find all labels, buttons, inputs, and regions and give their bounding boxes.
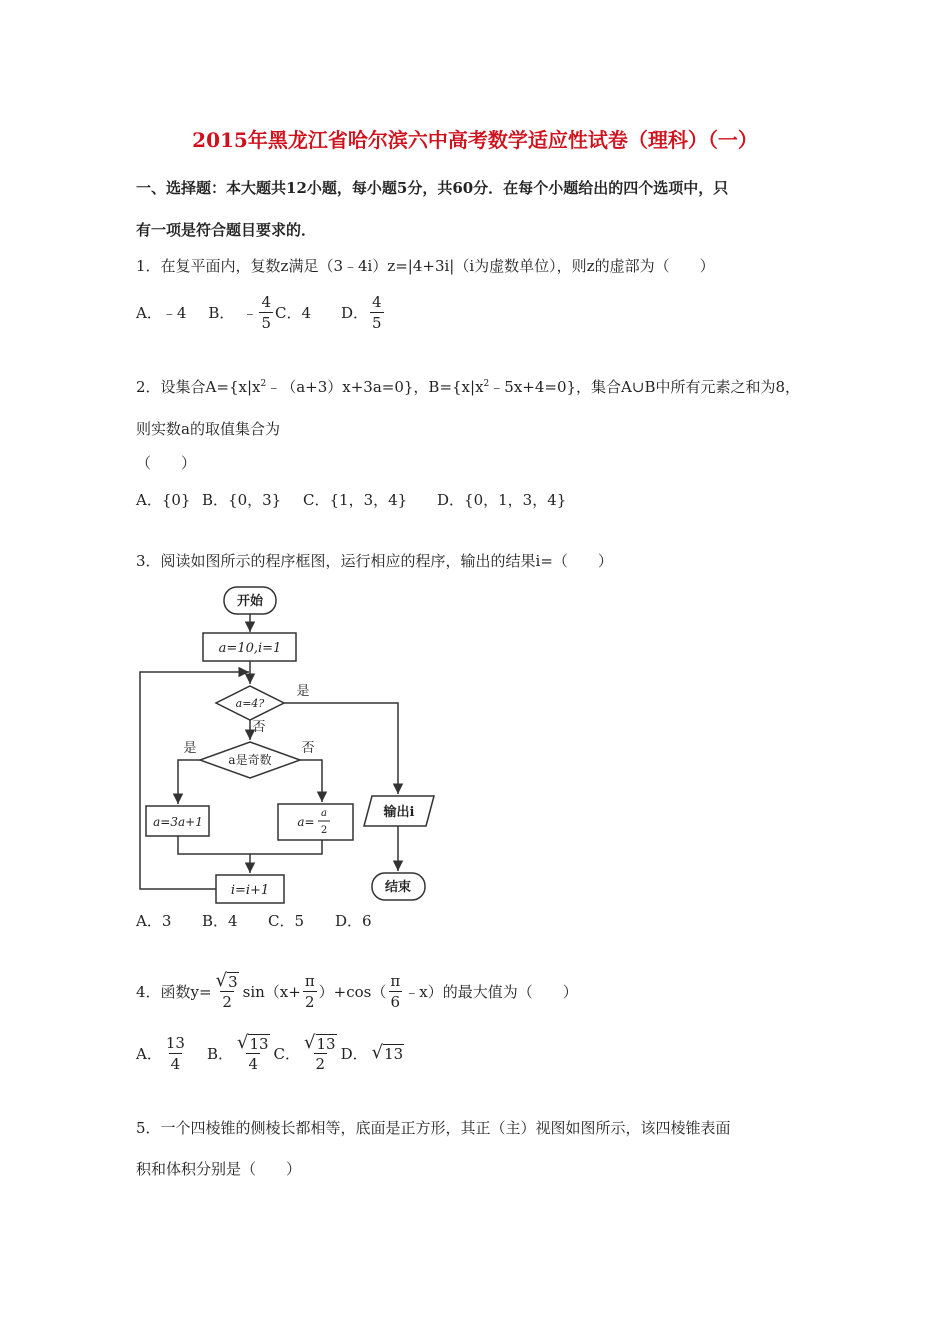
- q3-option-c: C．5: [268, 912, 305, 930]
- q4-option-d-radicand: 13: [384, 1045, 404, 1063]
- q1-option-a: A．﹣4: [136, 303, 187, 322]
- flow-cond2-yes-label: 是: [183, 741, 197, 756]
- q2-stem-part-c: ﹣5x+4=0}，集合A∪B中所有元素之和为8，: [489, 378, 801, 396]
- q5-stem-line2: 积和体积分别是（ ）: [136, 1160, 302, 1178]
- q1-option-d-numerator: 4: [372, 292, 382, 311]
- q2-superscript-1: 2: [260, 379, 267, 389]
- q4-option-b-denominator: 4: [248, 1054, 259, 1073]
- flow-even-lhs: a=: [297, 815, 315, 829]
- q4-option-a-denominator: 4: [170, 1054, 181, 1073]
- q4-option-a-label: A．: [136, 1044, 162, 1063]
- q4-option-a-fraction: [164, 1033, 187, 1074]
- q1-option-c: C．4: [274, 303, 312, 322]
- q4-fraction-pi-over-2: [303, 971, 317, 1012]
- q4-fraction-sqrt3-over-2: [214, 971, 241, 1012]
- q4-fraction1-denominator: 2: [222, 992, 232, 1011]
- q2-option-d: D．{0，1，3，4}: [437, 491, 567, 509]
- flow-cond2-label: a是奇数: [228, 753, 272, 767]
- q4-fraction-pi-over-6: [388, 971, 402, 1012]
- page-title: 2015年黑龙江省哈尔滨六中高考数学适应性试卷（理科）（一）: [192, 128, 758, 152]
- q2-option-c: C．{1，3，4}: [303, 491, 408, 509]
- q4-option-c-label: C．: [273, 1044, 301, 1063]
- flow-start-label: 开始: [236, 594, 264, 609]
- q2-stem-line2: 则实数a的取值集合为: [136, 420, 280, 438]
- q4-stem-part-c: ）+cos（: [318, 982, 387, 1001]
- q4-option-c-fraction: [302, 1033, 339, 1074]
- q1-option-b-denominator: 5: [261, 313, 271, 332]
- q4-fraction2-numerator: π: [304, 971, 315, 990]
- flow-cond1-label: a=4?: [235, 697, 265, 710]
- q4-stem-part-d: ﹣x）的最大值为（ ）: [404, 982, 578, 1001]
- q4-option-c-sqrt: √ 13: [304, 1031, 336, 1053]
- flow-init-label: a=10,i=1: [218, 641, 282, 656]
- q5-stem-line1: 5．一个四棱锥的侧棱长都相等，底面是正方形，其正（主）视图如图所示，该四棱锥表面: [136, 1119, 731, 1137]
- q4-option-b-fraction: [235, 1033, 272, 1074]
- flow-arrow-odd: [178, 760, 200, 804]
- flow-end-label: 结束: [384, 880, 412, 895]
- q1-stem: 1．在复平面内，复数z满足（3﹣4i）z=|4+3i|（i为虚数单位），则z的虚部为（ ）: [136, 257, 715, 275]
- q4-option-b-sqrt: √ 13: [236, 1031, 269, 1053]
- flow-odd-label: a=3a+1: [153, 815, 203, 829]
- q2-answer-bracket: （ ）: [136, 454, 197, 472]
- flow-even-numerator: a: [321, 808, 327, 819]
- q4-stem-part-a: 4．函数y=: [136, 982, 212, 1001]
- q4-option-b-radicand: 13: [249, 1034, 269, 1053]
- flow-cond2-no-label: 否: [301, 741, 315, 756]
- q1-option-d-label: D．: [341, 303, 369, 322]
- q4-option-a-numerator: 13: [165, 1033, 185, 1052]
- section-heading-line1: 一、选择题：本大题共12小题，每小题5分，共60分．在每个小题给出的四个选项中，只: [136, 179, 729, 197]
- q4-options: [136, 1028, 404, 1078]
- q1-option-b-label: B．: [208, 303, 235, 322]
- section-heading-line2: 有一项是符合题目要求的．: [136, 221, 317, 239]
- q4-fraction2-denominator: 2: [304, 992, 315, 1011]
- q2-stem-part-b: ﹣（a+3）x+3a=0}，B={x|x: [266, 378, 484, 396]
- flow-inc-label: i=i+1: [230, 883, 270, 898]
- flow-even-denominator: 2: [320, 825, 328, 836]
- q1-option-d-denominator: 5: [372, 313, 382, 332]
- q4-option-b-label: B．: [206, 1044, 233, 1063]
- q3-stem: 3．阅读如图所示的程序框图，运行相应的程序，输出的结果i=（ ）: [136, 552, 613, 570]
- q3-option-b: B．4: [202, 912, 238, 930]
- q4-option-d-sqrt: √ 13: [371, 1042, 404, 1063]
- q2-superscript-2: 2: [483, 379, 490, 389]
- q4-stem-part-b: sin（x+: [242, 982, 301, 1001]
- q4-sqrt3-radicand: 3: [228, 972, 238, 991]
- q2-option-b: B．{0，3}: [202, 491, 282, 509]
- q4-option-c-denominator: 2: [315, 1054, 326, 1073]
- flow-arrow-even: [300, 760, 322, 802]
- q1-option-b-sign: ﹣: [242, 303, 258, 322]
- q2-stem-part-a: 2．设集合A={x|x: [136, 378, 261, 396]
- flow-cond1-no-label: 否: [252, 720, 266, 735]
- q4-option-c-radicand: 13: [316, 1034, 336, 1053]
- q3-option-a: A．3: [136, 912, 172, 930]
- q4-option-d-label: D．: [340, 1044, 368, 1063]
- q4-sqrt3: √ 3: [215, 969, 238, 991]
- flow-cond1-yes-label: 是: [296, 684, 310, 699]
- flow-output-label: 输出i: [383, 805, 415, 820]
- q1-option-b-numerator: 4: [261, 292, 271, 311]
- q4-fraction3-numerator: π: [390, 971, 401, 990]
- q3-option-d: D．6: [335, 912, 372, 930]
- q2-option-a: A．{0}: [136, 491, 191, 509]
- flow-even-box: [278, 804, 353, 840]
- q4-fraction3-denominator: 6: [390, 992, 401, 1011]
- q4-stem: [136, 966, 578, 1016]
